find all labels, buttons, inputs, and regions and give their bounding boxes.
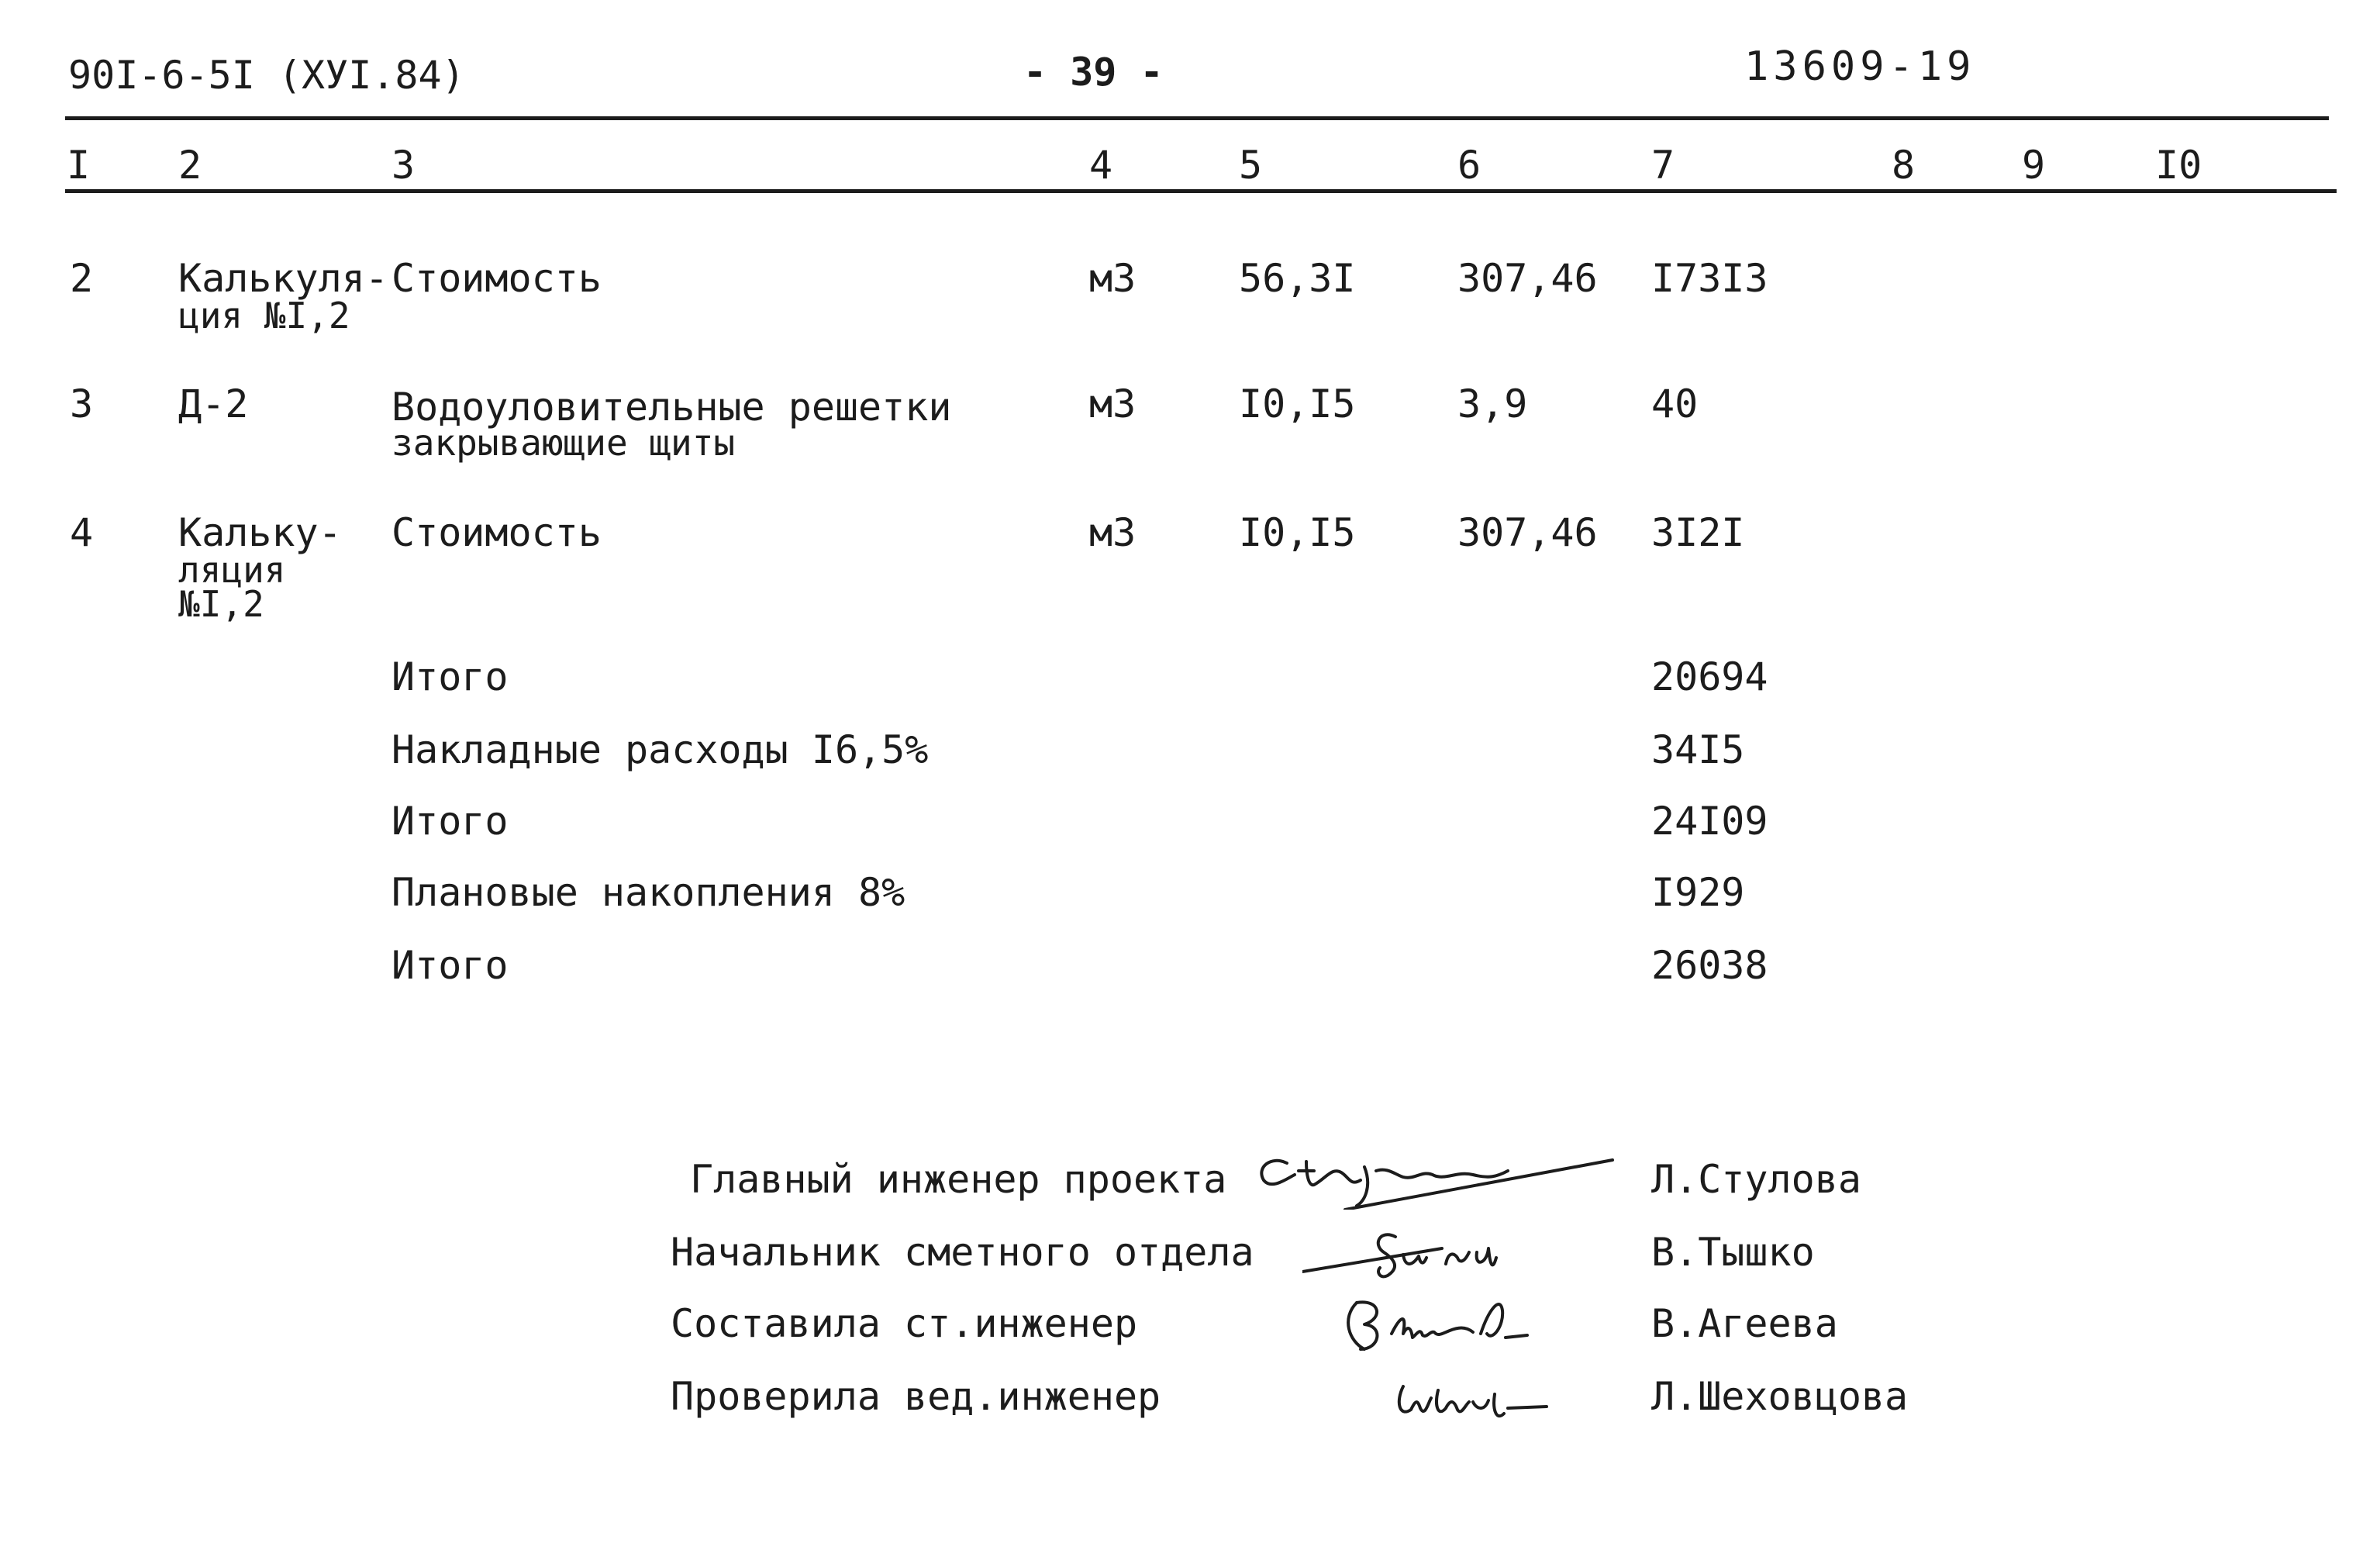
row-number: 3	[70, 381, 94, 426]
row-unit-price: 3,9	[1457, 381, 1528, 426]
summary-label: Плановые накопления 8%	[391, 870, 905, 915]
signature-name: В.Агеева	[1651, 1301, 1838, 1346]
signature-name: В.Тышко	[1651, 1230, 1815, 1275]
signature-role: Начальник сметного отдела	[671, 1230, 1254, 1275]
summary-value: 24I09	[1651, 799, 1768, 844]
handwritten-signature-compiler	[1333, 1279, 1581, 1365]
row-quantity: 56,3I	[1239, 256, 1356, 301]
summary-value: 20694	[1651, 654, 1768, 699]
row-quantity: I0,I5	[1239, 381, 1356, 426]
column-header-9: 9	[2022, 143, 2046, 188]
column-header-10: I0	[2155, 143, 2202, 188]
row-unit-price: 307,46	[1457, 256, 1598, 301]
column-header-7: 7	[1651, 143, 1675, 188]
row-unit: м3	[1089, 256, 1137, 301]
column-header-2: 2	[178, 143, 202, 188]
row-name: Стоимость	[391, 510, 602, 555]
summary-value: I929	[1651, 870, 1745, 915]
column-header-3: 3	[391, 143, 416, 188]
row-unit: м3	[1089, 381, 1137, 426]
row-basis-line: №I,2	[178, 583, 264, 625]
signature-name: Л.Шеховцова	[1651, 1374, 1909, 1419]
column-header-1: I	[67, 143, 91, 188]
row-basis-line: Кальку-	[178, 510, 342, 555]
summary-value: 26038	[1651, 943, 1768, 988]
summary-label: Итого	[391, 654, 509, 699]
column-header-6: 6	[1457, 143, 1481, 188]
row-basis-line: ляция	[178, 549, 286, 591]
handwritten-signature-chief-engineer	[1240, 1132, 1628, 1210]
signature-role: Проверила вед.инженер	[671, 1374, 1161, 1419]
row-name: Стоимость	[391, 256, 602, 301]
document-code: 90I-6-5I (ХУI.84)	[68, 53, 465, 98]
row-total: 40	[1651, 381, 1699, 426]
row-number: 2	[70, 256, 94, 301]
row-basis-line: ция №I,2	[178, 295, 350, 337]
sheet-id: 13609-19	[1744, 43, 1976, 90]
row-name-line: закрывающие щиты	[391, 422, 736, 464]
row-total: I73I3	[1651, 256, 1768, 301]
summary-value: 34I5	[1651, 727, 1745, 772]
row-basis-line: Д-2	[178, 381, 249, 426]
header-rule	[65, 116, 2329, 120]
row-name-line: Водоуловительные решетки	[391, 385, 952, 430]
handwritten-signature-checker	[1380, 1355, 1581, 1433]
signature-name: Л.Стулова	[1651, 1157, 1861, 1202]
row-quantity: I0,I5	[1239, 510, 1356, 555]
row-number: 4	[70, 510, 94, 555]
page-number: - 39 -	[1023, 50, 1164, 95]
row-unit: м3	[1089, 510, 1137, 555]
column-header-8: 8	[1892, 143, 1916, 188]
summary-label: Итого	[391, 799, 509, 844]
row-unit-price: 307,46	[1457, 510, 1598, 555]
row-basis-line: Калькуля-	[178, 256, 388, 301]
summary-label: Накладные расходы I6,5%	[391, 727, 929, 772]
column-header-4: 4	[1089, 143, 1113, 188]
column-header-rule	[65, 189, 2337, 193]
row-total: 3I2I	[1651, 510, 1745, 555]
summary-label: Итого	[391, 943, 509, 988]
signature-role: Главный инженер проекта	[690, 1157, 1227, 1202]
signature-role: Составила ст.инженер	[671, 1301, 1138, 1346]
column-header-5: 5	[1239, 143, 1263, 188]
